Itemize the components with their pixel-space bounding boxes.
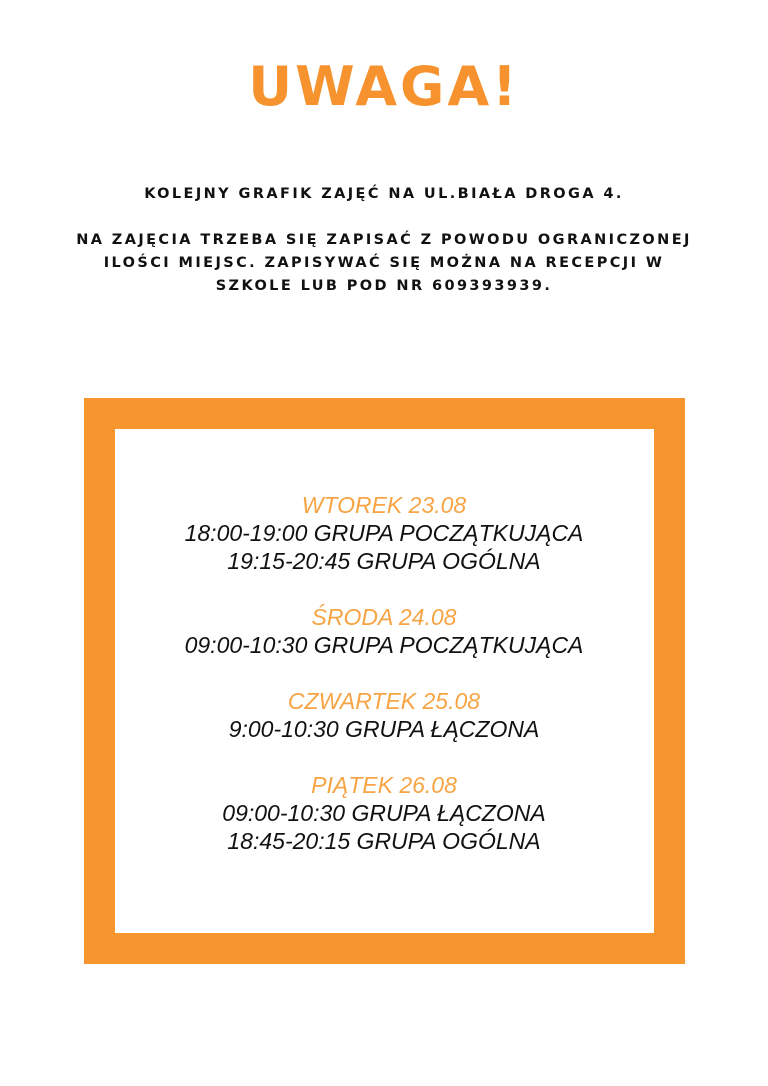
day-title: CZWARTEK 25.08: [287, 688, 481, 714]
schedule-day: [0, 491, 768, 575]
intro-line: ILOŚCI MIEJSC. ZAPISYWAĆ SIĘ MOŻNA NA RECEPCJI W: [103, 255, 665, 271]
time-slot: 19:15-20:45 GRUPA OGÓLNA: [227, 548, 541, 574]
time-slot: 18:00-19:00 GRUPA POCZĄTKUJĄCA: [184, 520, 584, 546]
schedule-day: [0, 771, 768, 855]
time-slot: 9:00-10:30 GRUPA ŁĄCZONA: [228, 716, 540, 742]
intro-line: NA ZAJĘCIA TRZEBA SIĘ ZAPISAĆ Z POWODU OGRANICZONEJ: [76, 232, 692, 248]
intro-line-address: KOLEJNY GRAFIK ZAJĘĆ NA UL.BIAŁA DROGA 4.: [144, 186, 624, 202]
time-slot: 09:00-10:30 GRUPA POCZĄTKUJĄCA: [184, 632, 584, 658]
intro-signup-note: [0, 229, 768, 298]
intro-line: SZKOLE LUB POD NR 609393939.: [215, 278, 553, 294]
schedule-day: [0, 603, 768, 659]
day-title: ŚRODA 24.08: [311, 604, 457, 630]
day-title: WTOREK 23.08: [301, 492, 467, 518]
schedule-day: [0, 687, 768, 743]
schedule-list: [0, 491, 768, 883]
time-slot: 09:00-10:30 GRUPA ŁĄCZONA: [222, 800, 546, 826]
day-title: PIĄTEK 26.08: [311, 772, 457, 798]
headline: UWAGA!: [248, 55, 520, 118]
time-slot: 18:45-20:15 GRUPA OGÓLNA: [227, 828, 541, 854]
